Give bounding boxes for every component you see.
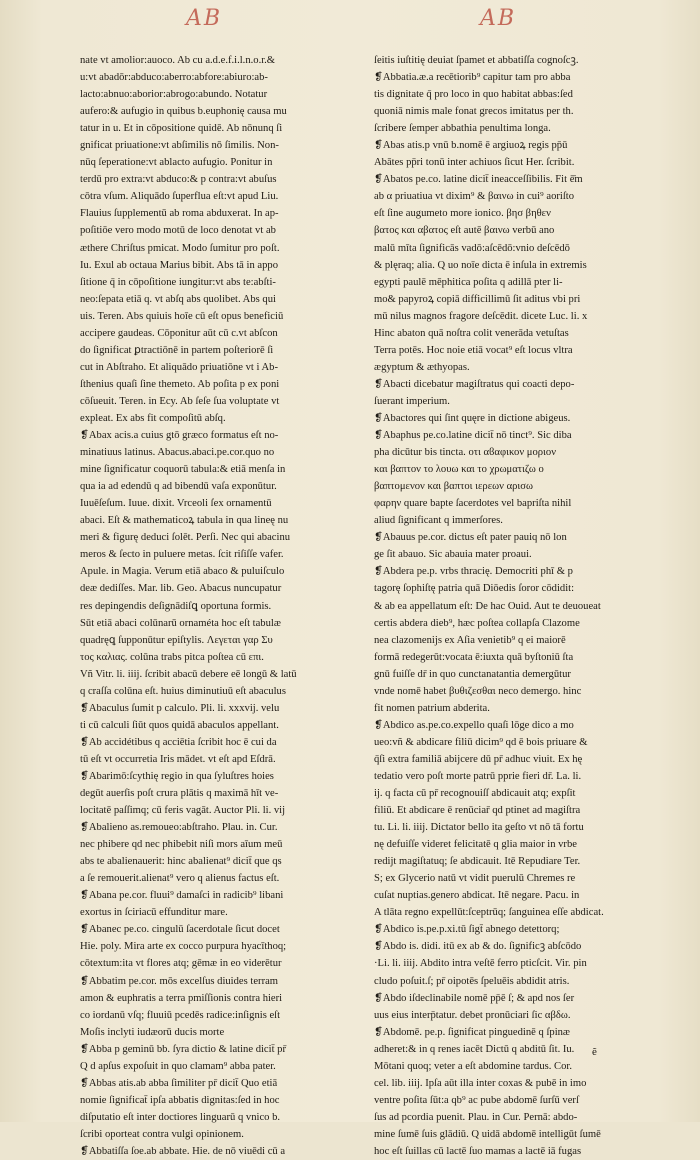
text-line: mine ſignificatur coquorū tabula:& etiā menſa in [80,464,286,476]
text-line: Q d apſus expoſuit in quo clamam⁹ abba pater. [80,1060,276,1072]
text-line: ſeitis iuſtitię deuiat ſpamet et abbatiſſa cognoſcꝫ. [374,55,579,66]
text-line: nec phibere qd nec phibebit niſi mors aīum meū [80,839,283,851]
text-line: A tlāta regno expellūt:ſceptrūq; ſanguinea eſſe abdicat. [374,907,604,919]
text-line: malū mīta ſignificās vadō:aſcēdō:vnio deſcēdō [374,242,570,254]
text-line: ❡Abdomē. pe.p. ſignificat pinguedinē q ſpinæ [374,1026,570,1038]
text-line: tedatio vero poſt morte patrū pprie fieri dr̄. La. li. [374,770,582,782]
text-line: amon & euphratis a terra pmiſſionis contra hieri [80,992,283,1004]
text-line: cōtra vſum. Aliquādo ſuperflua eſt:vt apud Liu. [80,191,279,203]
text-line: meri & figurę deduci ſolēt. Perſi. Nec qui abacinu [80,532,291,544]
text-line: uus eius interp̄tatur. debet pronūciari ſic αβδω. [374,1009,571,1021]
text-line: qua ia ad edendū q ad bibendū vaſa exponūtur. [80,481,277,493]
text-line: accipere gaudeas. Cōponitur aūt cū c.vt abſcon [80,327,278,339]
text-line: ❡Abatos pe.co. latine dicit̄ ineacceſſibilis. Fit ē̄m [374,174,583,186]
text-line: ſitione q̄ in cōpoſitione iungitur:vt abs te:abſti- [80,276,276,288]
text-line: abaci. Eſt & mathematicoꝝ tabula in qua lineę nu [80,515,289,527]
text-line: Iuuēſeſum. Iuue. dixit. Vrceoli ſex ornamentū [80,498,272,510]
text-line: uis. Teren. Abs quiuis hoīe cū eſt opus beneficiū [80,310,284,322]
text-line: Abātes pp̄ri tonū inter achiuos ſicut Her. ſcribit. [374,157,575,169]
text-line: lacto:abnuo:aborior:abrogo:abundo. Notatur [80,89,268,101]
text-line: ſus ad pcordia puenit. Plau. in Cur. Pernā: abdo- [374,1111,578,1123]
right-header-mark: AB [480,6,517,31]
text-line: aufero:& aufugio in quibus b.euphonię causa mu [80,106,287,118]
text-line: ❡Abauus pe.cor. dictus eſt pater pauiq nō lon [374,532,567,544]
text-line: ❡Abba p geminū bb. ſyra dictio & latine dicit̄ pr̄ [80,1043,286,1055]
text-line: mo& papyroꝝ copiā difficillimū ſit aditus vbi pri [374,293,581,305]
text-line: tu. Li. li. iiij. Dictator bello ita geſto vt nō tā fortu [374,822,584,834]
text-line: mine ſumē ſuis glādiū. Q uidā abdomē intelligūt ſumē [374,1128,601,1140]
text-line: ❡Abactores qui ſint quęre in dictione abigeus. [374,412,571,424]
text-line: ❡Abdico is.pe.p.xi.tū ſigt̄ abnego detettorq; [374,924,560,936]
text-line: Flauius ſupplementū ab roma abduxerat. In ap- [80,208,279,220]
text-line: quadręꝗ ſupponūtur epiſtylis. Λεγεται γαρ Συ [80,634,273,646]
text-line: ❡Abalieno as.remoueo:abſtraho. Plau. in. Cur. [80,822,278,834]
text-line: tū eſt vt occurretia Iris mādet. vt eſt apd Eſdrā. [80,753,276,765]
text-line: ❡Abbatim pe.cor. mōs excelſus diuides terram [80,975,279,987]
text-line: hoc eſt ſuillas cū lactē ſuo mamas a lactē iā fugas [374,1146,582,1157]
text-line: ſuerant imperium. [374,395,450,407]
text-line: locitatē paſſimq; cū feris vagāt. Auctor Pli. li. vij [80,805,286,817]
text-line: cuſat nuptias.genero abdicat. Itē negare. Pacu. in [374,890,580,902]
right-text-column [374,52,666,1160]
text-line: æthere Chriſtus pmicat. Modo ſumitur pro poſt. [80,242,280,254]
text-line: ·Li. li. iiij. Abdito intra veſtē ferro pticſcit. Vir. pin [374,958,587,970]
text-line: cōtextum:ita vt flores atq; gēmæ in eo viderētur [80,958,282,970]
text-line: gnificat priuatione:vt abſimilis nō ſimilis. Non- [80,140,279,152]
text-line: nate vt amolior:auoco. Ab cu a.d.e.f.i.l.n.o.r.& [80,55,276,66]
text-line: adheret:& in q renes iacēt Dictū q abditū ſit. Iu. [374,1043,575,1055]
text-line: βαπτομενον και βαπτοι ιερεων αρισω [374,481,533,493]
text-line: Terra potēs. Hoc noie etiā vocat⁹ eſt locus vltra [374,344,573,356]
text-line: ſcribere ſemper abbathia penultima longa. [374,123,551,135]
text-line: gnū fuiſſe dr̄ in quo cunctanatantia demergūtur [374,668,571,680]
text-line: φαρην quare bapte ſacerdotes vel bapriſta nihil [374,498,572,510]
text-line: Iu. Exul ab octaua Marius bibit. Abs tā in appo [80,259,279,271]
text-line: do ſignificat ꝑtractiōnē in partem poſteriorē ſi [80,344,274,356]
text-line: neo:ſepata etiā q. vt abſq abs quolibet. Abs qui [80,293,276,305]
text-line: ❡Ab accidétibus q acciētia ſcribit hoc ē cui da [80,736,277,748]
text-line: ab α priuatiua vt dixim⁹ & βαινω in cui⁹ aoriſto [374,191,575,203]
text-line: degūt auerſis poſt crura plātis q maximā hīt ve- [80,788,279,800]
text-line: cōſueuit. Teren. in Ecy. Ab ſeſe ſua voluptate vt [80,395,280,407]
text-line: redijt magiſtatuq; ſe abdicauit. Itē Repudiare Ter. [374,856,581,868]
text-line: nomie ſignificat̄ ipſa abbatis dignitas:ſed in hoc [80,1094,280,1106]
text-line: formā redegerūt:vocata ē:iuxta quā byſtoniū ſta [374,651,574,663]
text-line: pha dicūtur bis tincta. οτι αϐαφικον μοριον [374,447,556,459]
text-line: ge ſit abauo. Sic abauia mater proaui. [374,549,532,561]
text-line: ❡Abanec pe.co. cingulū ſacerdotale ſicut docet [80,924,280,936]
text-line: και βαπτον το λουω και το χρωματιζω ο [374,464,544,476]
text-line: & ab ea appellatum eſt: De hac Ouid. Aut te deuoueat [374,600,601,612]
text-line: ſthenius quaſi ſine themeto. Ab poſita p ex poni [80,378,280,390]
text-line: Moſis inclyti iudæorū ducis morte [80,1026,225,1038]
text-line: ❡Abana pe.cor. fluui⁹ damaſci in radicib⁹ libani [80,890,284,902]
text-line: ſcribi oporteat contra vulgi opinionem. [80,1128,244,1140]
text-line: & plęraq; alia. Q uo noīe dicta ē inſula in extremis [374,259,587,271]
text-line: egypti paulē mēphitica poſita q adillā pter li- [374,276,563,288]
text-line: certis abdera dieb⁹, hæc poſtea collapſa Clazome [374,617,580,629]
text-line: expleat. Ex abs fit compoſitū abſq. [80,412,226,424]
text-line: vnde nomē habet βυθιζεσθαι neco demergo. hinc [374,685,582,697]
text-line: terdū pro extra:vt abduco:& p contra:vt abuſus [80,174,277,186]
text-line: q craſſa colūna eſt. huius diminutiuū eſt abaculus [80,685,286,697]
text-line: a ſe remouerit.alienat⁹ vero q alienus factus eſt. [80,873,280,885]
text-line: minatiuus latinus. Abacus.abaci.pe.cor.quo no [80,447,275,459]
text-line: cludo poſuit.ſ; pr̄ oipotēs ſpeluēis abdidit atris. [374,975,570,987]
text-line: ❡Abbatiſſa ſoe.ab abbate. Hie. de nō viuēdi cū a [80,1146,286,1157]
text-line: tis dignitate q̄ pro loco in quo habitat abbas:ſed [374,89,573,101]
text-line: quoniā nimis male fonat grecos imitatus per th. [374,106,574,118]
text-line: ❡Abaphus pe.co.latine dicit̄ nō tinct⁹. Sic diba [374,430,572,442]
signature-mark: ẽ [592,1046,597,1058]
text-line: meros & ſecto in puluere metas. ſcit riſiſſe vafer. [80,549,284,561]
text-line: βατος και αβατος eſt autē βαινω verbū ano [374,225,555,237]
text-line: nūq ſeperatione:vt ablacto aufugio. Ponitur in [80,157,273,169]
text-line: Hie. poly. Mira arte ex cocco purpura hyacīthoq; [80,941,287,953]
text-line: eſt ſine augumeto more ionico. βησ βηθεν [374,208,551,220]
text-line: τος καλιας. colūna trabs pitca poſtea cū επι. [80,651,264,663]
text-line: cut in Abſtraho. Et aliquādo priuatiōne vt i Ab- [80,361,279,373]
left-header-mark: AB [186,6,223,31]
text-line: ti cū calculi ſiūt quos quidā abaculos appellant. [80,719,279,731]
text-line: fit nomen patrium abderita. [374,702,490,714]
text-line: S; ex Glycerio natū vt vidit puerulū Chremes re [374,873,576,885]
text-line: nea clazomenijs ex Aſia venietib⁹ q ei maiorē [374,634,566,646]
text-line: ❡Abdo iſdeclinabile nomē pp̄ē ſ; & apd nos ſer [374,992,575,1004]
text-line: u:vt abadōr:abduco:aberro:abfore:abiuro:ab- [80,72,268,84]
text-line: mū nilus magnos fragore deſcēdit. dicete Luc. li. x [374,310,588,322]
text-line: filiū. Et abdicare ē renūciar̄ qd ptinet ad magiſtra [374,805,581,817]
text-line: res depingendis deſignādiſꝗ oportuna formis. [80,600,272,612]
text-line: q̄ſi extra familiā abijcere dū pr̄ adhuc viuit. Ex hę [374,753,583,765]
text-line: deæ dediſſes. Mar. lib. Geo. Abacus nuncupatur [80,583,282,595]
text-line: ❡Abdico as.pe.co.expello quaſi lōge dico a mo [374,719,574,731]
text-line: ij. q facta cū pr̄ recognouiſſ abdicauit atq; expſit [374,788,576,800]
text-line: Apule. in Magia. Verum etiā abaco & puluiſculo [80,566,285,578]
text-line: nę defuiſſe videret felicitatē q glia maior in vrbe [374,839,577,851]
text-line: Hinc abaton quā noſtra colit venerāda vetuſtas [374,327,569,339]
text-line: Sūt etiā abaci colūnarū ornaméta hoc eſt tabulæ [80,617,281,629]
text-line: aliud ſignificant q immerſores. [374,515,503,527]
text-line: ❡Abax acis.a cuius gtō græco formatus eſt no- [80,430,279,442]
text-line: abs te abalienauerit: hinc abalienat⁹ dicit̄ que qs [80,856,282,868]
text-line: ❡Abacti dicebatur magiſtratus qui coacti depo- [374,378,575,390]
text-line: tatur in u. Et in cōpositione quidē. Ab nōnunq ſi [80,123,283,135]
text-line: tagorę ſophiſtę patria quā Diōedis ſoror cōdidit: [374,583,575,595]
text-line: ueo:vñ & abdicare filiū dicim⁹ qd ē bois priuare & [374,736,588,748]
left-text-column [80,52,372,1160]
text-line: ❡Abdo is. didi. itū ex ab & do. ſignificꝫ abſcōdo [374,941,582,953]
text-line: ❡Abaculus ſumit p calculo. Pli. li. xxxvij. velu [80,702,280,714]
text-line: ventre poſita ſūt:a qb⁹ ac pube abdomē ſurſū verſ [374,1094,579,1106]
text-line: co iordanū vſq; fluuiū pcedēs radice:inſignis eſt [80,1009,281,1021]
text-line: ❡Abbatia.æ.a recētiorib⁹ capitur tam pro abba [374,72,571,84]
text-line: Mōtani quoq; veter a eſt abdomine tardus. Cor. [374,1060,573,1072]
text-line: Vñ Vitr. li. iiij. ſcribit abacū debere eē longū & latū [80,668,297,680]
text-line: poſitiōe vero modo motū de loco denotat vt ab [80,225,276,237]
text-line: ❡Abarimō:ſcythię regio in qua ſyluſtres hoies [80,770,274,782]
text-line: cel. lib. iiij. Ipſa aūt illa inter coxas & pubē in imo [374,1077,587,1089]
text-line: ❡Abdera pe.p. vrbs thracię. Democriti phī & p [374,566,573,578]
text-line: ❡Abas atis.p vnū b.nomē ē argiuoꝝ regis pp̄ū [374,140,568,152]
text-line: exortus in ſciriacū effunditur mare. [80,907,228,919]
text-line: diſputatio eſt inter doctiores linguarū q vnico b. [80,1111,281,1123]
text-line: ❡Abbas atis.ab abba ſimiliter pr̄ dicit̄ Quo etiā [80,1077,278,1089]
text-line: ægyptum & æthyopas. [374,361,470,373]
